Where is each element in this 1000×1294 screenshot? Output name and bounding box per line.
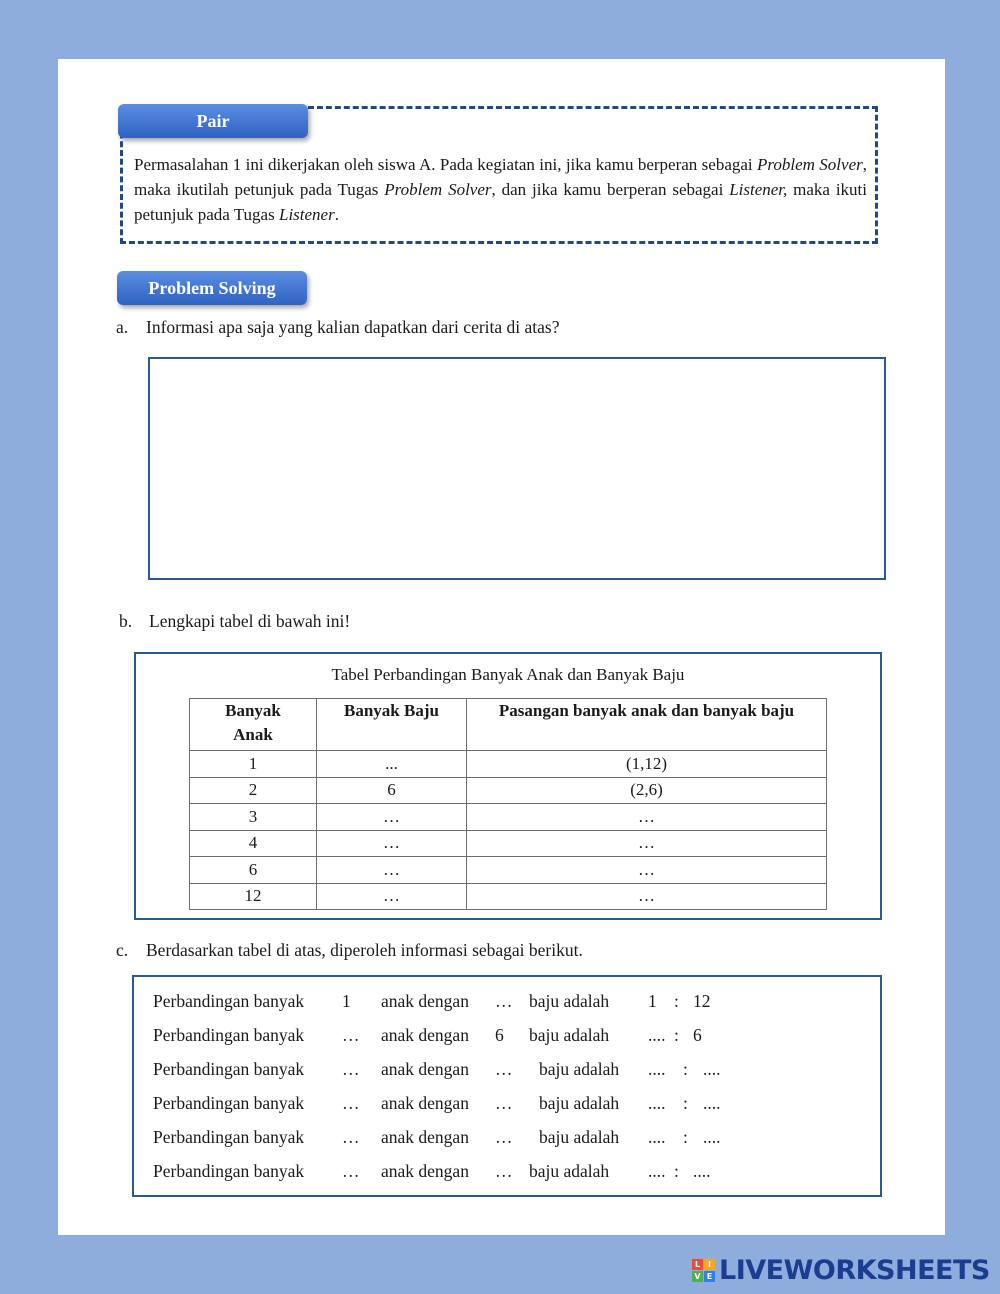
info-row-field[interactable]: … [342, 1093, 360, 1113]
info-row-field[interactable]: .... [693, 1161, 711, 1181]
info-row-field[interactable]: .... [648, 1059, 666, 1079]
pair-text-part: maka ikuti petunjuk pada Tugas [134, 180, 867, 224]
table-header-pasangan: Pasangan banyak anak dan banyak baju [467, 699, 827, 751]
banyak-anak-cell: 3 [190, 804, 317, 831]
info-row [153, 1127, 853, 1151]
banyak-anak-cell: 6 [190, 857, 317, 884]
info-row-field[interactable]: .... [703, 1059, 721, 1079]
banyak-baju-cell: 6 [317, 777, 467, 804]
info-row-field: Perbandingan banyak [153, 1025, 305, 1045]
info-row-field: anak dengan [381, 1127, 469, 1147]
question-a-text: Informasi apa saja yang kalian dapatkan dari cerita di atas? [146, 317, 560, 337]
info-row-field: 6 [693, 1025, 702, 1045]
info-row [153, 1093, 853, 1117]
table-row [190, 751, 827, 778]
question-a-label: a. [116, 317, 129, 337]
info-row-field: 6 [495, 1025, 504, 1045]
info-row-field: Perbandingan banyak [153, 1093, 305, 1113]
info-row-field: : [674, 1025, 679, 1045]
logo-mark-letter: L [692, 1259, 703, 1270]
banyak-baju-cell[interactable]: … [317, 830, 467, 857]
info-row [153, 991, 853, 1015]
banyak-baju-cell[interactable]: … [317, 804, 467, 831]
info-row-field: anak dengan [381, 1161, 469, 1181]
pair-text-part: . [334, 205, 339, 224]
info-row-field: anak dengan [381, 991, 469, 1011]
pasangan-cell[interactable]: … [467, 804, 827, 831]
logo-mark-letter: V [692, 1271, 703, 1282]
info-row-field[interactable]: .... [703, 1093, 721, 1113]
question-c-label: c. [116, 940, 129, 960]
pair-text-part: Problem Solver [757, 155, 863, 174]
liveworksheets-logo [692, 1255, 990, 1285]
info-row-field: baju adalah [539, 1127, 620, 1147]
info-row-field: baju adalah [539, 1093, 620, 1113]
question-c-text: Berdasarkan tabel di atas, diperoleh informasi sebagai berikut. [146, 940, 583, 960]
banyak-anak-cell: 12 [190, 883, 317, 910]
info-row-field[interactable]: .... [648, 1025, 666, 1045]
info-row-field: Perbandingan banyak [153, 1059, 305, 1079]
logo-mark-letter: E [704, 1271, 715, 1282]
logo-text: LIVEWORKSHEETS [719, 1254, 990, 1286]
problem-solving-tag: Problem Solving [117, 271, 307, 305]
info-row-field: baju adalah [529, 1161, 610, 1181]
pair-text-part: Listener, [729, 180, 788, 199]
info-row-field: baju adalah [529, 1025, 610, 1045]
answer-box-a[interactable] [148, 357, 886, 580]
info-row-field: baju adalah [529, 991, 610, 1011]
info-row-field: : [674, 991, 679, 1011]
info-row-field: anak dengan [381, 1059, 469, 1079]
info-row [153, 1025, 853, 1049]
info-row-field[interactable]: … [495, 1127, 513, 1147]
table-row [190, 830, 827, 857]
banyak-anak-cell: 4 [190, 830, 317, 857]
info-row-field: baju adalah [539, 1059, 620, 1079]
info-row-field[interactable]: … [495, 1059, 513, 1079]
pasangan-cell[interactable]: … [467, 830, 827, 857]
pair-text-part: Listener [278, 205, 335, 224]
info-row-field: Perbandingan banyak [153, 1161, 305, 1181]
table-row [190, 857, 827, 884]
pair-text-part: Permasalahan 1 ini dikerjakan oleh siswa A. Pada kegiatan ini, jika kamu berperan sebagai [134, 155, 758, 174]
logo-mark-letter: I [704, 1259, 715, 1270]
info-row-field: : [683, 1059, 688, 1079]
table-row [190, 804, 827, 831]
table-caption: Tabel Perbandingan Banyak Anak dan Banyak Baju [331, 665, 685, 684]
question-b-label: b. [119, 611, 133, 631]
info-row [153, 1059, 853, 1083]
info-row-field[interactable]: … [495, 991, 513, 1011]
question-b [119, 611, 350, 632]
info-row-field[interactable]: … [495, 1093, 513, 1113]
info-row-field: 1 [648, 991, 657, 1011]
pair-tag: Pair [118, 104, 308, 138]
info-row-field[interactable]: .... [648, 1093, 666, 1113]
pasangan-cell: (2,6) [467, 777, 827, 804]
info-row-field: anak dengan [381, 1093, 469, 1113]
table-row [190, 777, 827, 804]
question-a [116, 317, 560, 338]
pasangan-cell: (1,12) [467, 751, 827, 778]
logo-mark-icon [692, 1259, 715, 1282]
table-header-banyak-anak: Banyak Anak [190, 699, 317, 751]
info-row-field[interactable]: .... [648, 1161, 666, 1181]
info-row-field: Perbandingan banyak [153, 991, 305, 1011]
banyak-anak-cell: 2 [190, 777, 317, 804]
info-row [153, 1161, 853, 1185]
pair-text-part: Problem Solver [384, 180, 492, 199]
question-c [116, 940, 583, 961]
table-header-banyak-baju: Banyak Baju [317, 699, 467, 751]
info-row-field: 1 [342, 991, 351, 1011]
pasangan-cell[interactable]: … [467, 857, 827, 884]
info-row-field: 12 [693, 991, 711, 1011]
question-b-text: Lengkapi tabel di bawah ini! [149, 611, 351, 631]
pair-text-part: , dan jika kamu berperan sebagai [491, 180, 730, 199]
pair-instruction-text [134, 152, 867, 227]
info-row-field[interactable]: … [342, 1025, 360, 1045]
banyak-baju-cell[interactable]: ... [317, 751, 467, 778]
info-row-field[interactable]: … [342, 1127, 360, 1147]
info-row-field[interactable]: .... [703, 1127, 721, 1147]
info-row-field: anak dengan [381, 1025, 469, 1045]
info-row-field: : [674, 1161, 679, 1181]
banyak-baju-cell[interactable]: … [317, 883, 467, 910]
info-row-field[interactable]: … [342, 1059, 360, 1079]
info-row-field[interactable]: .... [648, 1127, 666, 1147]
info-row-field: : [683, 1127, 688, 1147]
table-row [190, 883, 827, 910]
pair-text-part: , maka ikutilah petunjuk pada Tugas [134, 155, 867, 199]
banyak-anak-cell: 1 [190, 751, 317, 778]
info-row-field[interactable]: … [495, 1161, 513, 1181]
info-row-field: Perbandingan banyak [153, 1127, 305, 1147]
ratio-table [189, 698, 827, 910]
info-row-field: : [683, 1093, 688, 1113]
info-row-field[interactable]: … [342, 1161, 360, 1181]
pasangan-cell[interactable]: … [467, 883, 827, 910]
banyak-baju-cell[interactable]: … [317, 857, 467, 884]
